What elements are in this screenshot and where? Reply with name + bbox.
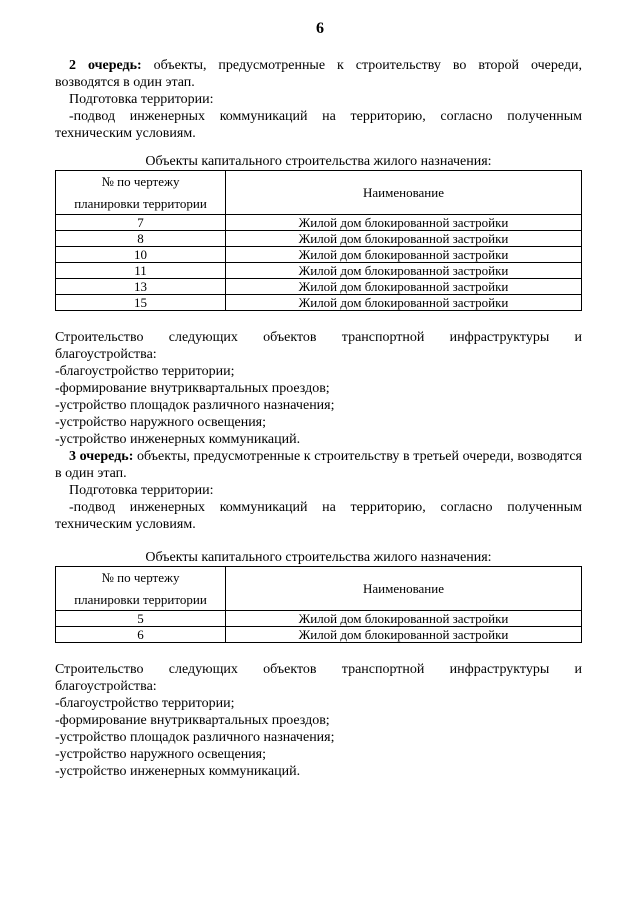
table-header-row — [56, 567, 582, 611]
list-item: -устройство наружного освещения; — [55, 415, 267, 430]
table-row — [56, 247, 582, 263]
list-item: -благоустройство территории; — [55, 696, 235, 711]
table-row — [56, 611, 582, 627]
section2-prep-title: Подготовка территории: — [69, 92, 214, 107]
table-cell-name: Жилой дом блокированной застройки — [226, 611, 582, 627]
table-header-name: Наименование — [226, 171, 582, 215]
table-cell-num: 11 — [56, 263, 226, 279]
list-item: -устройство инженерных коммуникаций. — [55, 432, 301, 447]
section3-intro-text: объекты, предусмотренные к строительству в третьей очереди, возводятся в один этап. — [55, 449, 582, 481]
table-row — [56, 279, 582, 295]
section3-table-title: Объекты капитального строительства жилого назначения: — [145, 550, 492, 565]
section3-infra-line2: благоустройства: — [55, 679, 157, 694]
section3-heading: 3 очередь: — [69, 449, 134, 464]
table-cell-name: Жилой дом блокированной застройки — [226, 231, 582, 247]
section2-infra-line1: Строительство следующих объектов транспортной инфраструктуры и — [55, 330, 582, 345]
section2-infra-line2: благоустройства: — [55, 347, 157, 362]
table-header-num — [56, 567, 226, 611]
list-item: -формирование внутриквартальных проездов; — [55, 381, 330, 396]
table-cell-name: Жилой дом блокированной застройки — [226, 247, 582, 263]
table-header-num-line1: № по чертежу — [101, 570, 180, 585]
table-row — [56, 231, 582, 247]
table-header-num — [56, 171, 226, 215]
list-item: -устройство площадок различного назначения; — [55, 398, 335, 413]
table-cell-name: Жилой дом блокированной застройки — [226, 279, 582, 295]
section2-table-title: Объекты капитального строительства жилого назначения: — [145, 154, 492, 169]
table-row — [56, 295, 582, 311]
section2-intro — [55, 57, 582, 91]
page-number: 6 — [316, 20, 324, 37]
list-item: -устройство наружного освещения; — [55, 747, 267, 762]
section3-infra-line1: Строительство следующих объектов транспортной инфраструктуры и — [55, 662, 582, 677]
table-cell-num: 6 — [56, 627, 226, 643]
table-cell-name: Жилой дом блокированной застройки — [226, 215, 582, 231]
table-header-row — [56, 171, 582, 215]
table-header-num-line2: планировки территории — [74, 196, 207, 211]
table-cell-num: 15 — [56, 295, 226, 311]
section3-intro — [55, 448, 582, 482]
table-cell-num: 7 — [56, 215, 226, 231]
table-header-name: Наименование — [226, 567, 582, 611]
document-body — [55, 57, 582, 780]
table-cell-name: Жилой дом блокированной застройки — [226, 263, 582, 279]
table-cell-num: 8 — [56, 231, 226, 247]
list-item: -формирование внутриквартальных проездов; — [55, 713, 330, 728]
table-row — [56, 215, 582, 231]
section2-heading: 2 очередь: — [69, 58, 142, 73]
list-item: -устройство площадок различного назначения; — [55, 730, 335, 745]
table-header-num-line1: № по чертежу — [101, 174, 180, 189]
list-item: -благоустройство территории; — [55, 364, 235, 379]
section3-prep-item: -подвод инженерных коммуникаций на территорию, согласно полученным техническим условиям. — [55, 500, 582, 532]
table-cell-name: Жилой дом блокированной застройки — [226, 295, 582, 311]
section2-intro-text: объекты, предусмотренные к строительству во второй очереди, возводятся в один этап. — [55, 58, 582, 90]
table-cell-num: 13 — [56, 279, 226, 295]
section2-objects-table — [55, 170, 582, 311]
table-cell-name: Жилой дом блокированной застройки — [226, 627, 582, 643]
table-cell-num: 10 — [56, 247, 226, 263]
table-header-num-line2: планировки территории — [74, 592, 207, 607]
table-row — [56, 263, 582, 279]
section3-prep-title: Подготовка территории: — [69, 483, 214, 498]
table-cell-num: 5 — [56, 611, 226, 627]
table-row — [56, 627, 582, 643]
section3-objects-table — [55, 566, 582, 643]
section2-prep-item: -подвод инженерных коммуникаций на территорию, согласно полученным техническим условиям. — [55, 109, 582, 141]
list-item: -устройство инженерных коммуникаций. — [55, 764, 301, 779]
